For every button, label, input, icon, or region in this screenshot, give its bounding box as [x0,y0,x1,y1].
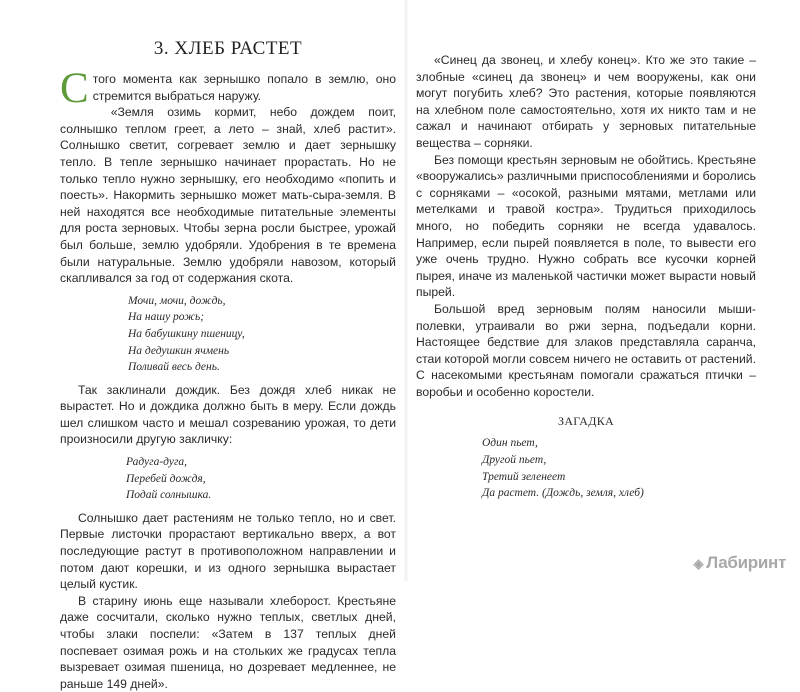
riddle-line: Другой пьет, [482,454,547,467]
labirint-logo-icon: ◈ [693,556,704,571]
poem-line: На бабушкину пшеницу, [128,327,245,340]
paragraph-1-text: того момента как зернышко попало в землю, оно стремится выбраться наружу. [92,72,396,103]
poem-line: На дедушкин ячмень [128,344,230,357]
riddle-title: ЗАГАДКА [558,414,614,429]
book-spine [404,0,408,581]
paragraph-4: Солнышко дает растениям не только тепло, но и свет. Первые листочки прорастают вертикально вверх, а вот последующие растут в противоположном направлении и потом дают корешки, и из одного зернышка вырастает целый кустик. [60,510,396,592]
drop-cap: С [60,65,89,112]
paragraph-1 [60,65,396,112]
riddle-poem [416,435,756,501]
paragraph-3: Так заклинали дождик. Без дождя хлеб никак не вырастет. Но и дождика должно быть в меру. Если дождь шел слишком часто и мешал созреванию урожая, то дети произносили другую закличку: [60,382,396,447]
poem-line: Поливай весь день. [128,361,220,374]
paragraph-8: Большой вред зерновым полям наносили мыши-полевки, утраивали во ржи зерна, подъедали корни. Настоящее бедствие для злаков представляла саранча, стаи которой могли совсем ничего не оставить от растений. С насекомыми крестьянам помогали сражаться птички – воробьи и особенно коростели. [416,301,756,399]
paragraph-6: «Синец да звонец, и хлебу конец». Кто же это такие – злобные «синец да звонец» и чем вооружены, как они могут погубить хлеб? Это растения, которые появляются на хлебном поле самостоятельно, хотя их никто там и не сажал и начинают отбирать у зерновых питательные вещества – сорняки. [416,53,756,150]
rainbow-chant-poem [60,454,396,504]
paragraph-2: «Земля озимь кормит, небо дождем поит, солнышко теплом греет, а лето – знай, хлеб растит». Солнышко светит, согревает землю и дает зернышку тепло. В тепле зернышко начинает прорастать. Но не только тепло нужно зернышку, его необходимо «попить и поесть». Накормить зернышко может мать-сыра-земля. В ней находятся все необходимые питательные элементы для роста зерновых. Чтобы зерна росли быстрее, урожай был больше, землю удобряли. Удобрения в те времена были натуральные. Землю удобряли навозом, который скапливался за год от содержания скота. [60,105,396,286]
riddle-line: Третий зеленеет [482,470,566,483]
page-title: 3. ХЛЕБ РАСТЕТ [153,38,303,59]
poem-line: Подай солнышка. [126,489,212,502]
paragraph-7: Без помощи крестьян зерновым не обойтись. Крестьяне «вооружались» различными приспособлениями и боролись с сорняками – «осокой, разными мятами, метлами или метелками и травой костра». Трудиться приходилось много, но победить сорняки не всегда удавалось. Например, если пырей появляется в поле, то вывести его уже очень трудно. Нужно собрать все кусочки корней пырея, иначе из маленькой частички может вырасти новый пырей. [416,152,756,300]
left-page [60,38,396,692]
paragraph-5: В старину июнь еще называли хлеборост. Крестьяне даже сосчитали, сколько нужно теплых, светлых дней, чтобы злаки поспели: «Затем в 137 теплых дней поспевает озимая рожь и на стольких же градусах тепла вызревает озимая пшеница, но дозревает медленнее, не раньше 149 дней». [60,593,396,691]
poem-line: Перебей дождя, [126,472,206,485]
poem-line: Мочи, мочи, дождь, [128,294,226,307]
riddle-line: Один пьет, [482,437,538,450]
poem-line: Радуга-дуга, [126,456,188,469]
right-page [416,52,756,508]
riddle-line: Да растет. (Дождь, земля, хлеб) [482,487,644,500]
labirint-watermark: ◈ Лабиринт [693,553,786,572]
rain-chant-poem [60,293,396,376]
poem-line: На нашу рожь; [128,311,205,324]
